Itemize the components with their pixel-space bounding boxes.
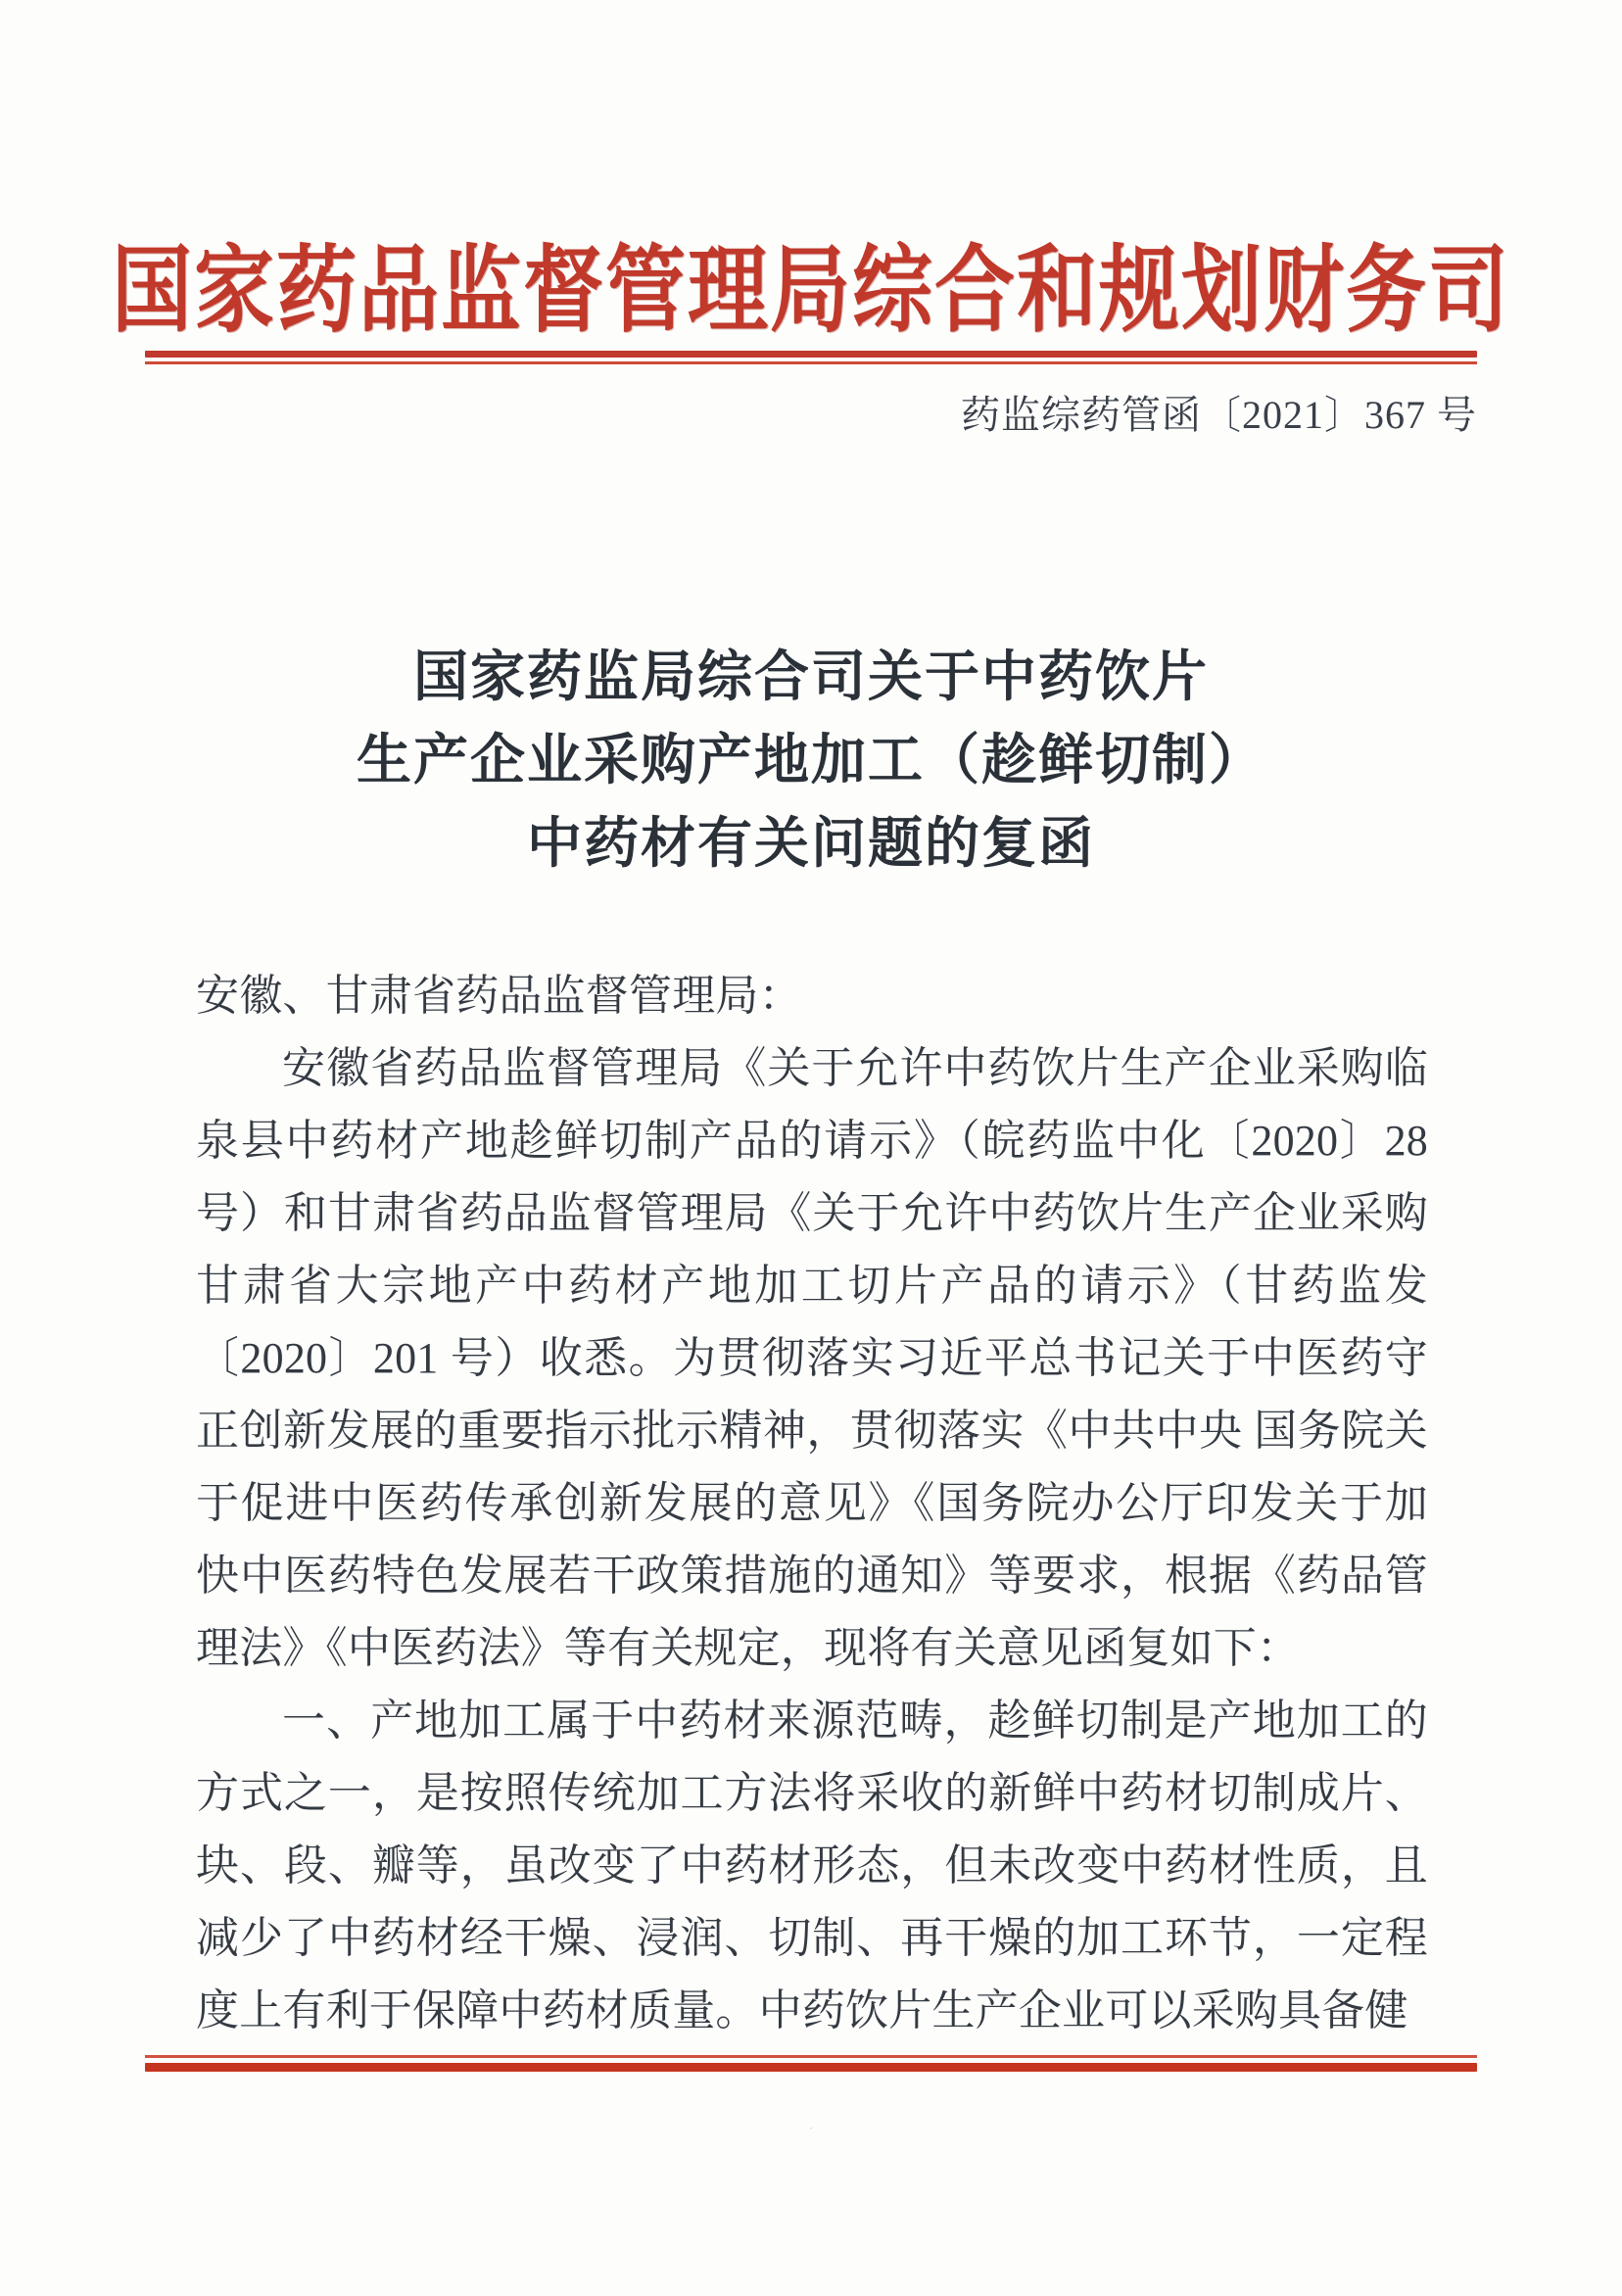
header-rule-thick [145,351,1477,358]
header-rule-thin [145,361,1477,364]
body-salutation: 安徽、甘肃省药品监督管理局： [196,972,802,1020]
document-number: 药监综药管函〔2021〕367 号 [961,393,1477,437]
footer-rule-thick [145,2063,1477,2072]
body-paragraph-2: 一、产地加工属于中药材来源范畴，趁鲜切制是产地加工的方式之一，是按照传统加工方法将采收的新鲜中药材切制成片、块、段、瓣等，虽改变了中药材形态，但未改变中药材性质，且减少了中药材经干燥、浸润、切制、再干燥的加工环节，一定程度上有利于保障中药材质量。中药饮片生产企业可以采购具备健 [196,1697,1428,2034]
document-title-line-1: 国家药监局综合司关于中药饮片 [413,647,1209,708]
document-title-line-3: 中药材有关问题的复函 [527,814,1095,876]
document-title [176,637,1446,886]
page-marker: · [808,2121,814,2135]
body-paragraph-1: 安徽省药品监督管理局《关于允许中药饮片生产企业采购临泉县中药材产地趁鲜切制产品的请示》（皖药监中化〔2020〕28 号）和甘肃省药品监督管理局《关于允许中药饮片生产企业采购甘肃省大宗地产中药材产地加工切片产品的请示》（甘药监发〔2020〕201 号）收悉。为贯彻落实习近平总书记关于中医药守正创新发展的重要指示批示精神，贯彻落实《中共中央 国务院关于促进中医药传承创新发展的意见》《国务院办公厅印发关于加快中医药特色发展若干政策措施的通知》等要求，根据《药品管理法》《中医药法》等有关规定，现将有关意见函复如下： [196,1044,1428,1672]
document-body [196,960,1428,2047]
issuing-organization: 国家药品监督管理局综合和规划财务司 [111,238,1510,344]
document-title-line-2: 生产企业采购产地加工（趁鲜切制） [357,731,1265,792]
header-divider-rule [145,351,1477,364]
letterhead [0,238,1622,344]
footer-divider-rule [145,2055,1477,2072]
